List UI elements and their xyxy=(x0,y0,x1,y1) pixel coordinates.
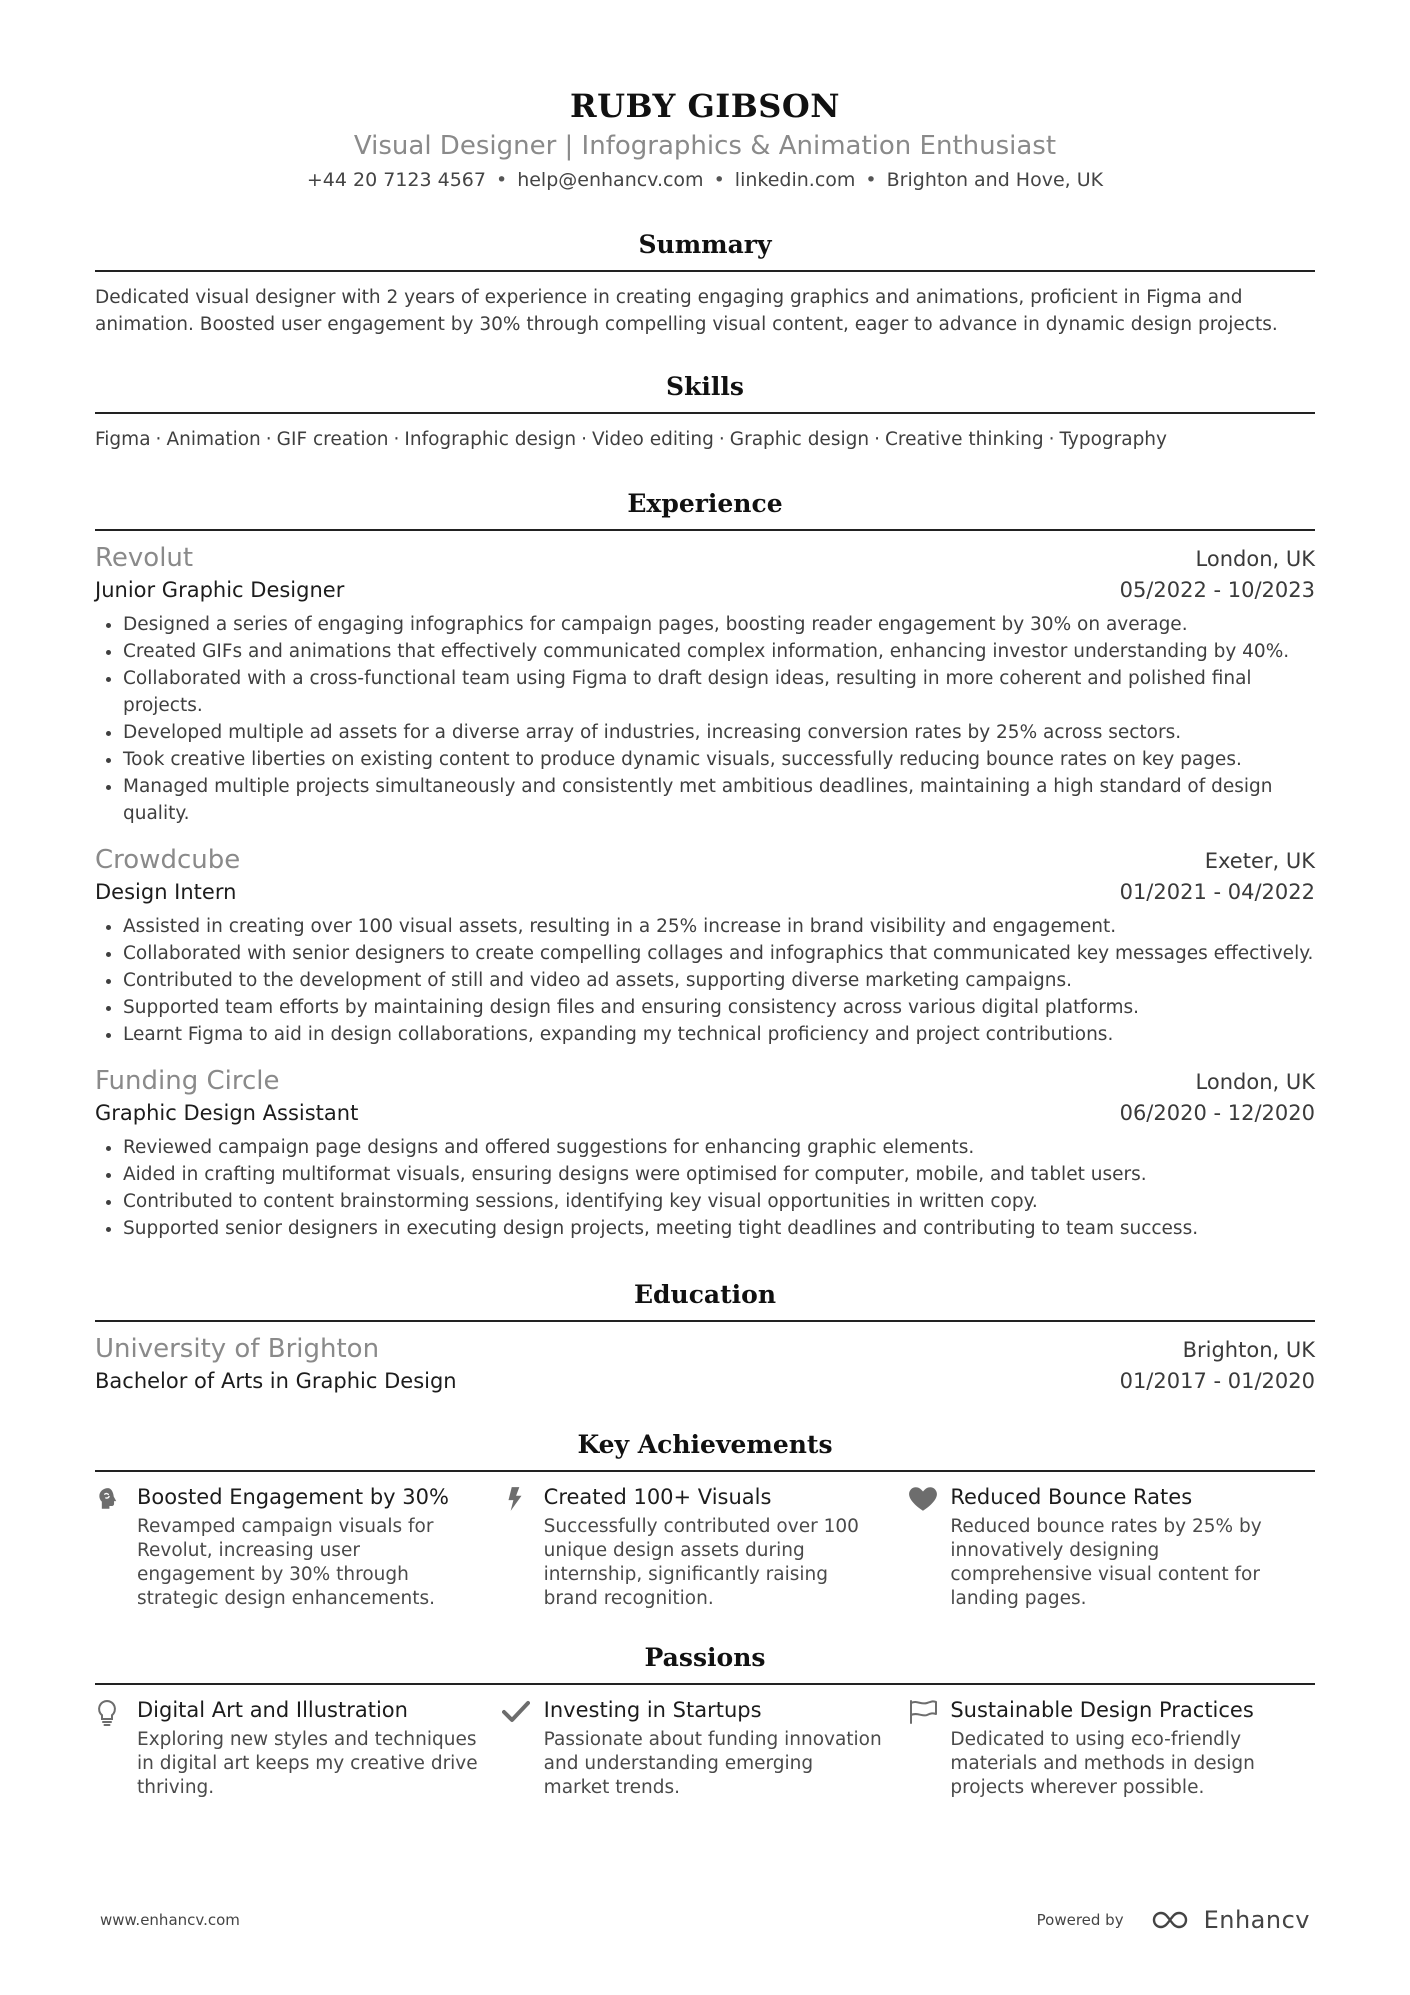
job-bullets xyxy=(95,1134,1315,1242)
resume-content xyxy=(95,0,1315,1800)
job-location: London, UK xyxy=(1195,547,1315,571)
phone: +44 20 7123 4567 xyxy=(306,169,486,191)
skill-item: Video editing xyxy=(592,429,714,450)
job-title: Design Intern xyxy=(95,880,237,904)
job-location: London, UK xyxy=(1195,1070,1315,1094)
brain-icon xyxy=(95,1482,137,1611)
passions-grid xyxy=(95,1695,1315,1800)
passions-section xyxy=(95,1641,1315,1800)
skill-item: Typography xyxy=(1059,429,1167,450)
experience-section xyxy=(95,487,1315,1242)
section-divider xyxy=(95,1470,1315,1472)
passion-title: Investing in Startups xyxy=(543,1698,762,1722)
job-title: Graphic Design Assistant xyxy=(95,1101,359,1125)
company-name: Revolut xyxy=(95,543,194,573)
passion-item xyxy=(502,1695,909,1800)
powered-by-label: Powered by xyxy=(1036,1911,1124,1929)
section-title-skills: Skills xyxy=(666,372,744,401)
enhancv-logo-icon xyxy=(1150,1908,1196,1932)
checkmark-icon xyxy=(502,1695,544,1800)
flag-icon xyxy=(908,1695,950,1800)
job-bullet: • Took creative liberties on existing content to produce dynamic visuals, successfully reducing bounce rates on key pages. xyxy=(123,746,1315,773)
enhancv-brand[interactable]: Enhancv xyxy=(1203,1906,1310,1934)
separator: • xyxy=(865,169,877,191)
separator: • xyxy=(495,169,508,191)
skill-item: Graphic design xyxy=(729,429,870,450)
section-divider xyxy=(95,1320,1315,1322)
passion-item xyxy=(908,1695,1315,1800)
passion-title: Digital Art and Illustration xyxy=(137,1698,408,1722)
job-bullet: • Supported team efforts by maintaining design files and ensuring consistency across various digital platforms. xyxy=(123,994,1315,1021)
degree: Bachelor of Arts in Graphic Design xyxy=(95,1369,457,1393)
job-dates: 06/2020 - 12/2020 xyxy=(1119,1101,1315,1125)
skill-item: Infographic design xyxy=(404,429,577,450)
job-entry xyxy=(95,1064,1315,1242)
resume-header xyxy=(95,0,1315,194)
achievement-desc: Revamped campaign visuals for Revolut, increasing user engagement by 30% through strategic design enhancements. xyxy=(137,1516,436,1609)
footer-site-link[interactable]: www.enhancv.com xyxy=(100,1911,240,1929)
job-dates: 01/2021 - 04/2022 xyxy=(1119,880,1315,904)
job-bullets xyxy=(95,611,1315,827)
job-dates: 05/2022 - 10/2023 xyxy=(1119,578,1315,602)
job-entry xyxy=(95,843,1315,1048)
job-bullet: • Managed multiple projects simultaneously and consistently met ambitious deadlines, maintaining a high standard of design quality. xyxy=(123,773,1315,827)
section-divider xyxy=(95,270,1315,272)
company-name: Funding Circle xyxy=(95,1066,280,1096)
passion-desc: Passionate about funding innovation and understanding emerging market trends. xyxy=(543,1729,882,1798)
location: Brighton and Hove, UK xyxy=(886,169,1104,191)
section-title-passions: Passions xyxy=(644,1643,766,1672)
job-entry xyxy=(95,541,1315,827)
skills-list: Figma · Animation · GIF creation · Infographic design · Video editing · Graphic design · Creative thinking · Typography xyxy=(95,429,1167,450)
job-bullet: • Created GIFs and animations that effectively communicated complex information, enhancing investor understanding by 40%. xyxy=(123,638,1315,665)
achievement-title: Boosted Engagement by 30% xyxy=(137,1485,449,1509)
education-dates: 01/2017 - 01/2020 xyxy=(1119,1369,1315,1393)
summary-section xyxy=(95,228,1315,338)
section-title-education: Education xyxy=(633,1280,777,1309)
job-bullet: • Developed multiple ad assets for a diverse array of industries, increasing conversion rates by 25% across sectors. xyxy=(123,719,1315,746)
heart-icon xyxy=(908,1482,950,1611)
passion-title: Sustainable Design Practices xyxy=(950,1698,1254,1722)
lightbulb-icon xyxy=(95,1695,137,1800)
job-bullet: • Learnt Figma to aid in design collaborations, expanding my technical proficiency and project contributions. xyxy=(123,1021,1315,1048)
skill-item: GIF creation xyxy=(276,429,389,450)
section-title-experience: Experience xyxy=(627,489,783,518)
job-bullet: • Reviewed campaign page designs and offered suggestions for enhancing graphic elements. xyxy=(123,1134,1315,1161)
achievement-item xyxy=(502,1482,909,1611)
skills-section xyxy=(95,370,1315,453)
lightning-icon xyxy=(502,1482,544,1611)
section-divider xyxy=(95,412,1315,414)
company-name: Crowdcube xyxy=(95,845,241,875)
separator: • xyxy=(713,169,725,191)
achievement-title: Reduced Bounce Rates xyxy=(950,1485,1193,1509)
achievements-grid xyxy=(95,1482,1315,1611)
achievement-title: Created 100+ Visuals xyxy=(543,1485,772,1509)
skill-item: Creative thinking xyxy=(884,429,1044,450)
section-title-achievements: Key Achievements xyxy=(577,1430,833,1459)
contact-line xyxy=(95,166,1315,194)
job-bullet: • Assisted in creating over 100 visual assets, resulting in a 25% increase in brand visibility and engagement. xyxy=(123,913,1315,940)
passion-item xyxy=(95,1695,502,1800)
section-divider xyxy=(95,529,1315,531)
job-bullet: • Contributed to the development of still and video ad assets, supporting diverse marketing campaigns. xyxy=(123,967,1315,994)
section-divider xyxy=(95,1683,1315,1685)
achievement-desc: Successfully contributed over 100 unique design assets during internship, significantly raising brand recognition. xyxy=(543,1516,859,1609)
summary-text: Dedicated visual designer with 2 years of experience in creating engaging graphics and animations, proficient in Figma and animation. Boosted user engagement by 30% through compelling visual content, eager to advance in dynamic design projects. xyxy=(95,287,1278,335)
passion-desc: Exploring new styles and techniques in digital art keeps my creative drive thriving. xyxy=(137,1729,478,1798)
candidate-name: RUBY GIBSON xyxy=(569,87,841,125)
job-bullet: • Contributed to content brainstorming sessions, identifying key visual opportunities in written copy. xyxy=(123,1188,1315,1215)
job-title: Junior Graphic Designer xyxy=(95,578,345,602)
page-footer xyxy=(100,1906,1310,1934)
school-location: Brighton, UK xyxy=(1182,1338,1315,1362)
achievements-section xyxy=(95,1428,1315,1611)
job-bullet: • Designed a series of engaging infographics for campaign pages, boosting reader engagement by 30% on average. xyxy=(123,611,1315,638)
achievement-item xyxy=(908,1482,1315,1611)
school-name: University of Brighton xyxy=(95,1334,380,1364)
job-bullet: • Supported senior designers in executing design projects, meeting tight deadlines and contributing to team success. xyxy=(123,1215,1315,1242)
powered-by xyxy=(1037,1906,1310,1934)
education-entry xyxy=(95,1332,1315,1396)
skill-item: Animation xyxy=(166,429,261,450)
job-location: Exeter, UK xyxy=(1204,849,1315,873)
job-bullet: • Collaborated with a cross-functional team using Figma to draft design ideas, resulting in more coherent and polished final projects. xyxy=(123,665,1315,719)
email-link[interactable]: help@enhancv.com xyxy=(517,169,704,191)
linkedin-link[interactable]: linkedin.com xyxy=(734,169,856,191)
education-section xyxy=(95,1278,1315,1396)
section-title-summary: Summary xyxy=(638,230,772,259)
job-bullet: • Collaborated with senior designers to create compelling collages and infographics that communicated key messages effectively. xyxy=(123,940,1315,967)
achievement-desc: Reduced bounce rates by 25% by innovatively designing comprehensive visual content for landing pages. xyxy=(950,1516,1262,1609)
job-bullets xyxy=(95,913,1315,1048)
passion-desc: Dedicated to using eco-friendly materials and methods in design projects wherever possible. xyxy=(950,1729,1255,1798)
job-bullet: • Aided in crafting multiformat visuals, ensuring designs were optimised for computer, mobile, and tablet users. xyxy=(123,1161,1315,1188)
candidate-headline: Visual Designer | Infographics & Animation Enthusiast xyxy=(353,131,1057,161)
skill-item: Figma xyxy=(95,429,151,450)
achievement-item xyxy=(95,1482,502,1611)
